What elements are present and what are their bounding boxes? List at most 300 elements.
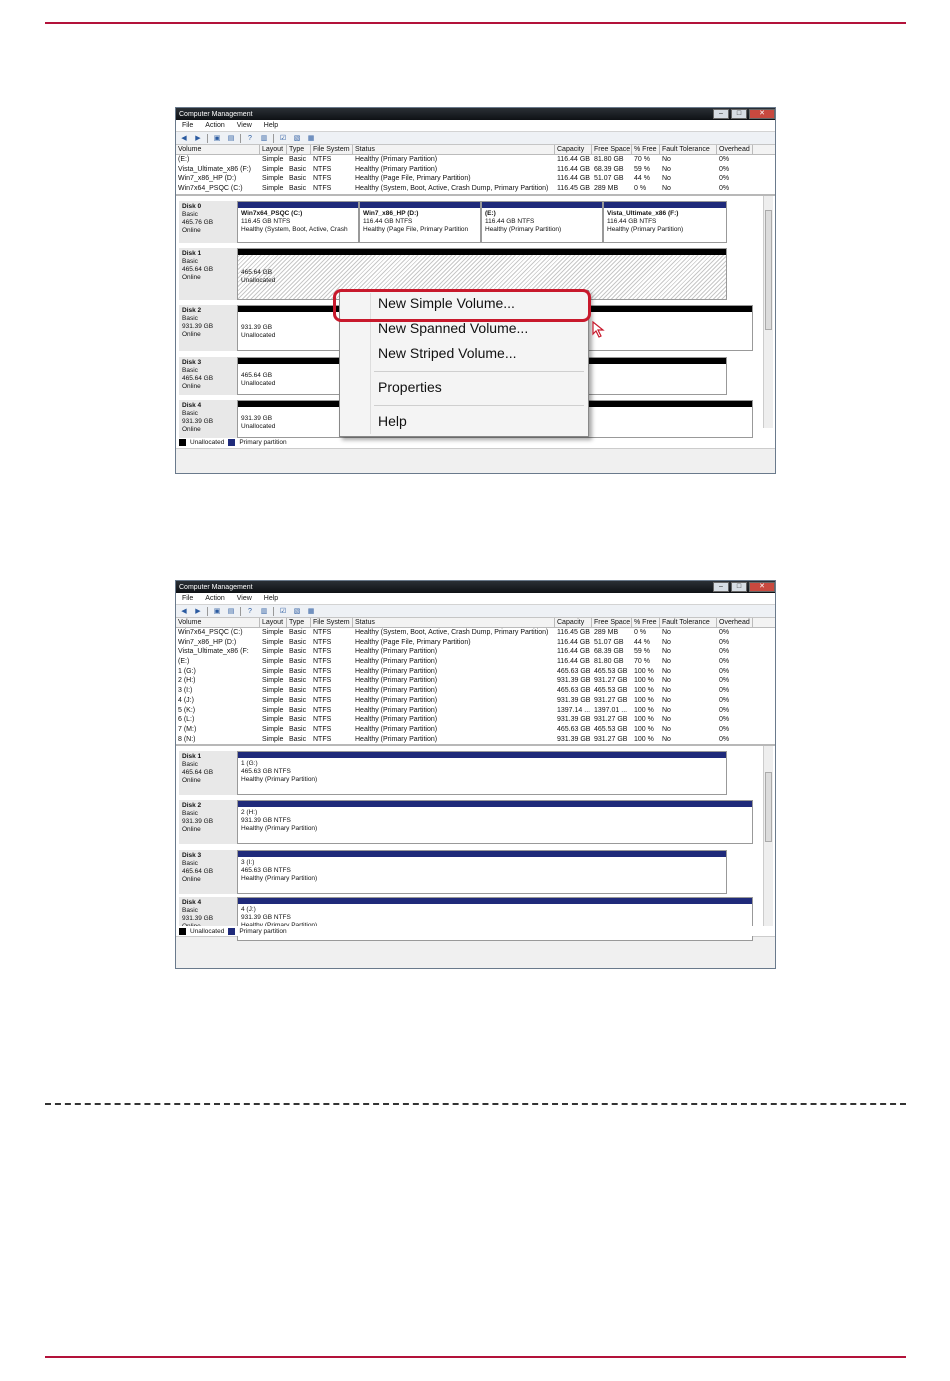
toolbar-separator (240, 134, 241, 143)
disk-state: Online (182, 425, 201, 433)
table-cell: Healthy (Primary Partition) (355, 716, 438, 724)
col-status[interactable]: Status (353, 145, 555, 154)
table-row[interactable] (176, 706, 775, 716)
table-cell: No (662, 706, 671, 714)
volume-cell: 2 (H:) (178, 677, 196, 685)
table-cell: 51.07 GB (594, 175, 624, 183)
disk-name: Disk 4 (182, 899, 202, 907)
region-size: 465.64 GB (241, 371, 273, 379)
col-free-space[interactable]: Free Space (594, 619, 631, 626)
disk-size: 931.39 GB (182, 417, 214, 425)
table-cell: Basic (289, 696, 307, 704)
table-cell: Basic (289, 725, 307, 733)
table-cell: Healthy (System, Boot, Active, Crash Dump, Primary Partition) (355, 185, 549, 193)
table-cell: No (662, 175, 671, 183)
table-cell: Basic (289, 716, 307, 724)
disk-name: Disk 2 (182, 802, 202, 810)
key-icon[interactable]: ▦ (307, 608, 315, 615)
table-cell: 0% (719, 687, 730, 695)
table-cell: 81.80 GB (594, 658, 624, 666)
partition-label: 1 (G:) (241, 760, 258, 768)
table-cell: NTFS (313, 629, 332, 636)
table-cell: 0 % (634, 629, 647, 636)
disk-info (179, 357, 237, 395)
table-cell: Simple (262, 687, 284, 695)
table-cell: Simple (262, 658, 284, 666)
volume-table (176, 145, 775, 196)
table-cell: Basic (289, 677, 307, 685)
menu-view[interactable]: View (236, 595, 252, 602)
table-cell: 465.53 GB (594, 687, 628, 695)
legend-primary: Primary partition (239, 927, 287, 935)
table-cell: No (662, 658, 671, 666)
table-cell: No (662, 725, 671, 733)
table-cell: 1397.01 ... (594, 706, 628, 714)
table-cell: Simple (262, 638, 284, 646)
menu-new-striped-volume[interactable]: New Striped Volume... (378, 345, 517, 361)
table-cell: 465.63 GB (557, 667, 591, 675)
menu-separator (374, 371, 584, 372)
table-row[interactable] (176, 647, 775, 657)
table-cell: No (662, 716, 671, 724)
table-cell: Simple (262, 696, 284, 704)
disk-info (179, 800, 237, 844)
region-size: 931.39 GB (241, 323, 273, 331)
table-cell: Basic (289, 629, 307, 636)
toolbar (176, 132, 775, 145)
table-cell: NTFS (313, 156, 332, 163)
partition-status: Healthy (Primary Partition) (607, 225, 684, 233)
table-cell: Simple (262, 175, 284, 183)
window-title: Computer Management (179, 110, 253, 118)
region-status: Unallocated (241, 276, 276, 284)
disk-partitions (237, 850, 753, 894)
table-cell: Healthy (Page File, Primary Partition) (355, 638, 471, 646)
table-cell: 931.39 GB (557, 716, 591, 724)
table-cell: No (662, 735, 671, 743)
table-cell: Basic (289, 165, 307, 173)
partition-label: (E:) (485, 209, 496, 217)
volume-table (176, 618, 775, 746)
table-cell: No (662, 629, 671, 636)
partition-status: Healthy (System, Boot, Active, Crash (241, 225, 348, 233)
table-row[interactable] (176, 638, 775, 648)
table-cell: Basic (289, 648, 307, 656)
highlight-outline (333, 289, 591, 322)
table-cell: 116.44 GB (557, 156, 590, 163)
scroll-thumb[interactable] (765, 772, 772, 842)
disk-state: Online (182, 382, 201, 390)
vertical-scrollbar[interactable] (763, 746, 773, 926)
partition-size: 465.63 GB NTFS (241, 768, 291, 776)
disk-type: Basic (182, 314, 198, 322)
table-row[interactable] (176, 657, 775, 667)
vertical-scrollbar[interactable] (763, 196, 773, 428)
maximize-button[interactable]: □ (731, 109, 747, 119)
disk-size: 931.39 GB (182, 915, 214, 923)
disk-info (179, 897, 237, 926)
properties-icon[interactable]: ▥ (260, 135, 268, 142)
table-cell: Basic (289, 156, 307, 163)
table-cell: 100 % (634, 725, 654, 733)
col-status[interactable]: Status (353, 618, 555, 627)
minimize-button[interactable]: – (713, 582, 729, 592)
table-cell: Simple (262, 725, 284, 733)
col-percent-free[interactable]: % Free (632, 618, 660, 627)
table-cell: 1397.14 ... (557, 706, 591, 714)
volume-cell: 6 (L:) (178, 716, 195, 724)
disk-info (179, 400, 237, 438)
disk-row[interactable] (179, 201, 753, 243)
partition-h[interactable] (237, 800, 753, 844)
minimize-button[interactable]: – (713, 109, 729, 119)
table-cell: NTFS (313, 175, 332, 183)
legend (179, 926, 287, 936)
partition-status: Healthy (Page File, Primary Partition (363, 225, 469, 233)
table-cell: No (662, 638, 671, 646)
table-cell: 465.63 GB (557, 725, 591, 733)
forward-icon[interactable]: ▶ (195, 608, 201, 615)
table-cell: 100 % (634, 687, 654, 695)
table-cell: NTFS (313, 687, 332, 695)
table-cell: Basic (289, 658, 307, 666)
table-cell: Basic (289, 735, 307, 743)
partition-e[interactable] (481, 201, 603, 243)
disk-name: Disk 1 (182, 753, 202, 761)
disk-size: 465.64 GB (182, 374, 214, 382)
menu-help-item[interactable]: Help (378, 413, 407, 429)
volume-cell: Win7_x86_HP (D:) (178, 638, 237, 646)
table-cell: No (662, 648, 671, 656)
maximize-button[interactable]: □ (731, 582, 747, 592)
disk-info (179, 850, 237, 894)
check-icon[interactable]: ☑ (279, 135, 287, 142)
col-layout[interactable]: Layout (260, 618, 287, 627)
col-capacity[interactable]: Capacity (555, 618, 592, 627)
legend-bar (176, 926, 775, 936)
unallocated-swatch (179, 439, 186, 446)
partition-size: 465.63 GB NTFS (241, 867, 291, 875)
disk-partitions (237, 897, 753, 926)
table-cell: Healthy (Primary Partition) (355, 156, 438, 163)
table-cell: Healthy (Primary Partition) (355, 677, 438, 685)
table-cell: 931.27 GB (594, 735, 628, 743)
back-icon[interactable]: ◀ (181, 608, 187, 615)
partition-label: Vista_Ultimate_x86 (F:) (607, 209, 679, 217)
table-row[interactable] (176, 676, 775, 686)
disk-row[interactable] (179, 850, 753, 894)
disk-name: Disk 3 (182, 358, 202, 366)
folder-open-icon[interactable]: ▧ (293, 135, 301, 142)
table-cell: NTFS (313, 677, 332, 685)
table-cell: 116.44 GB (557, 648, 590, 656)
table-cell: NTFS (313, 165, 332, 173)
table-cell: Simple (262, 677, 284, 685)
partition-size: 116.44 GB NTFS (363, 217, 413, 225)
table-row[interactable] (176, 725, 775, 735)
disk-size: 465.64 GB (182, 769, 214, 777)
table-cell: Simple (262, 185, 284, 193)
table-row[interactable] (176, 184, 775, 194)
status-bar (176, 448, 775, 466)
table-cell: Healthy (System, Boot, Active, Crash Dump, Primary Partition) (355, 629, 549, 636)
toolbar (176, 605, 775, 618)
col-file-system[interactable]: File System (311, 618, 353, 627)
disk-state: Online (182, 330, 201, 338)
disk-type: Basic (182, 366, 198, 374)
table-cell: No (662, 677, 671, 685)
table-cell: No (662, 185, 671, 193)
menu-file[interactable]: File (182, 122, 194, 129)
table-row[interactable] (176, 667, 775, 677)
col-volume[interactable]: Volume (176, 145, 260, 154)
disk-type: Basic (182, 810, 198, 818)
menu-file[interactable]: File (182, 595, 194, 602)
partition-size: 116.45 GB NTFS (241, 217, 291, 225)
menu-help[interactable]: Help (263, 595, 279, 602)
table-cell: Healthy (Page File, Primary Partition) (355, 175, 471, 183)
volume-cell: 1 (G:) (178, 667, 196, 675)
disk-name: Disk 2 (182, 306, 202, 314)
unallocated-swatch (179, 928, 186, 935)
partition-c[interactable] (237, 201, 359, 243)
table-cell: 0% (719, 706, 730, 714)
menu-help[interactable]: Help (263, 122, 279, 129)
folder-icon[interactable]: ▣ (213, 135, 221, 142)
legend-primary: Primary partition (239, 439, 287, 447)
table-cell: 0% (719, 156, 730, 163)
disk-row[interactable] (179, 897, 753, 926)
partition-size: 931.39 GB NTFS (241, 817, 291, 825)
partition-label: 3 (I:) (241, 859, 255, 867)
table-cell: Simple (262, 648, 284, 656)
table-cell: 0% (719, 667, 730, 675)
table-cell: No (662, 687, 671, 695)
col-file-system[interactable]: File System (311, 145, 353, 154)
table-cell: NTFS (313, 185, 332, 193)
region-size: 465.64 GB (241, 268, 273, 276)
list-icon[interactable]: ▤ (227, 135, 235, 142)
table-cell: 465.53 GB (594, 725, 628, 733)
primary-swatch (228, 439, 235, 446)
disk-name: Disk 1 (182, 249, 202, 257)
list-icon[interactable]: ▤ (227, 608, 235, 615)
table-row[interactable] (176, 715, 775, 725)
partition-label: 2 (H:) (241, 809, 258, 817)
partition-d[interactable] (359, 201, 481, 243)
table-cell: 44 % (634, 175, 650, 183)
table-row[interactable] (176, 696, 775, 706)
col-percent-free[interactable]: % Free (632, 145, 660, 154)
forward-icon[interactable]: ▶ (195, 135, 201, 142)
volume-cell: 3 (I:) (178, 687, 193, 695)
table-cell: Simple (262, 629, 284, 636)
table-cell: 0% (719, 185, 730, 193)
table-row[interactable] (176, 155, 775, 165)
disk-state: Online (182, 826, 201, 834)
col-overhead[interactable]: Overhead (717, 145, 753, 154)
table-cell: 70 % (634, 156, 650, 163)
table-cell: 100 % (634, 735, 654, 743)
disk-name: Disk 4 (182, 401, 202, 409)
disk-state: Online (182, 777, 201, 785)
table-cell: NTFS (313, 638, 332, 646)
table-cell: 289 MB (594, 185, 619, 193)
table-cell: 44 % (634, 638, 650, 646)
menu-bar (176, 120, 775, 132)
disk-info (179, 305, 237, 351)
table-cell: 100 % (634, 716, 654, 724)
table-row[interactable] (176, 686, 775, 696)
col-layout[interactable]: Layout (260, 145, 287, 154)
table-cell: No (662, 165, 671, 173)
volume-cell: (E:) (178, 658, 190, 666)
disk-info (179, 201, 237, 243)
disk-state: Online (182, 273, 201, 281)
menu-view[interactable]: View (236, 122, 252, 129)
region-status: Unallocated (241, 331, 276, 339)
table-cell: 68.39 GB (594, 165, 624, 173)
disk-info (179, 751, 237, 795)
disk-row[interactable] (179, 751, 753, 795)
help-icon[interactable]: ? (248, 134, 252, 142)
table-cell: 0% (719, 725, 730, 733)
col-type[interactable]: Type (287, 618, 311, 627)
close-button[interactable]: ✕ (749, 109, 775, 119)
volume-cell: Win7_x86_HP (D:) (178, 175, 237, 183)
menu-action[interactable]: Action (205, 122, 225, 129)
toolbar-separator (207, 607, 208, 616)
partition-status: Healthy (Primary Partition) (241, 875, 318, 883)
col-free-space[interactable]: Free Space (594, 146, 631, 153)
col-capacity[interactable]: Capacity (555, 145, 592, 154)
table-cell: Healthy (Primary Partition) (355, 735, 438, 743)
disk-type: Basic (182, 257, 198, 265)
disk-partitions (237, 751, 753, 795)
table-cell: No (662, 667, 671, 675)
volume-cell: 5 (K:) (178, 706, 196, 714)
table-cell: Basic (289, 667, 307, 675)
top-rule (45, 22, 906, 24)
table-cell: Healthy (Primary Partition) (355, 696, 438, 704)
table-cell: Healthy (Primary Partition) (355, 667, 438, 675)
bottom-rule (45, 1356, 906, 1358)
table-cell: 100 % (634, 696, 654, 704)
volume-cell: Vista_Ultimate_x86 (F: (178, 648, 249, 656)
close-button[interactable]: ✕ (749, 582, 775, 592)
col-fault-tolerance[interactable]: Fault Tolerance (660, 618, 717, 627)
table-header (176, 618, 775, 628)
table-cell: 0% (719, 175, 730, 183)
table-cell: Basic (289, 687, 307, 695)
disk-state: Online (182, 226, 201, 234)
volume-cell: Win7x64_PSQC (C:) (178, 185, 243, 193)
partition-f[interactable] (603, 201, 727, 243)
disk-row[interactable] (179, 800, 753, 844)
disk-partitions (237, 201, 753, 243)
title-bar (176, 108, 775, 120)
dashed-divider (45, 1103, 906, 1105)
table-cell: 289 MB (594, 629, 619, 636)
table-cell: 100 % (634, 706, 654, 714)
menu-action[interactable]: Action (205, 595, 225, 602)
toolbar-separator (240, 607, 241, 616)
table-cell: No (662, 696, 671, 704)
menu-properties[interactable]: Properties (378, 379, 442, 395)
table-row[interactable] (176, 165, 775, 175)
table-cell: Simple (262, 706, 284, 714)
table-cell: 931.39 GB (557, 735, 591, 743)
region-status: Unallocated (241, 422, 276, 430)
toolbar-separator (273, 607, 274, 616)
folder-open-icon[interactable]: ▧ (293, 608, 301, 615)
table-cell: Healthy (Primary Partition) (355, 725, 438, 733)
table-cell: 465.63 GB (557, 687, 591, 695)
mouse-cursor-icon (590, 320, 612, 342)
partition-status: Healthy (Primary Partition) (241, 776, 318, 784)
disk-partitions (237, 800, 753, 844)
table-row[interactable] (176, 628, 775, 638)
disk-graphical-view (176, 746, 775, 926)
partition-g[interactable] (237, 751, 727, 795)
partition-i[interactable] (237, 850, 727, 894)
disk-size: 931.39 GB (182, 322, 214, 330)
primary-swatch (228, 928, 235, 935)
table-cell: 0% (719, 696, 730, 704)
table-cell: 931.39 GB (557, 696, 591, 704)
back-icon[interactable]: ◀ (181, 135, 187, 142)
toolbar-separator (207, 134, 208, 143)
disk-size: 465.64 GB (182, 868, 214, 876)
col-overhead[interactable]: Overhead (717, 618, 753, 627)
disk-info (179, 248, 237, 300)
col-type[interactable]: Type (287, 145, 311, 154)
volume-cell: (E:) (178, 156, 190, 163)
folder-icon[interactable]: ▣ (213, 608, 221, 615)
table-cell: Simple (262, 165, 284, 173)
partition-size: 116.44 GB NTFS (485, 217, 535, 225)
key-icon[interactable]: ▦ (307, 135, 315, 142)
table-cell: 0% (719, 677, 730, 685)
table-row[interactable] (176, 735, 775, 745)
properties-icon[interactable]: ▥ (260, 608, 268, 615)
table-row[interactable] (176, 174, 775, 184)
disk-size: 931.39 GB (182, 818, 214, 826)
table-cell: 68.39 GB (594, 648, 624, 656)
scroll-thumb[interactable] (765, 210, 772, 330)
col-fault-tolerance[interactable]: Fault Tolerance (660, 145, 717, 154)
table-cell: 59 % (634, 648, 650, 656)
table-cell: 116.44 GB (557, 175, 590, 183)
menu-new-spanned-volume[interactable]: New Spanned Volume... (378, 320, 529, 336)
table-cell: 116.44 GB (557, 165, 590, 173)
help-icon[interactable]: ? (248, 607, 252, 615)
table-cell: 0 % (634, 185, 647, 193)
col-volume[interactable]: Volume (176, 618, 260, 627)
table-cell: NTFS (313, 716, 332, 724)
table-cell: Healthy (Primary Partition) (355, 658, 438, 666)
table-cell: Healthy (Primary Partition) (355, 706, 438, 714)
legend (179, 438, 287, 448)
table-cell: NTFS (313, 735, 332, 743)
menu-new-simple-volume[interactable]: New Simple Volume... (378, 295, 515, 311)
check-icon[interactable]: ☑ (279, 608, 287, 615)
disk-type: Basic (182, 860, 198, 868)
table-cell: NTFS (313, 648, 332, 656)
volume-cell: 7 (M:) (178, 725, 197, 733)
table-cell: 0% (719, 165, 730, 173)
table-cell: 0% (719, 648, 730, 656)
